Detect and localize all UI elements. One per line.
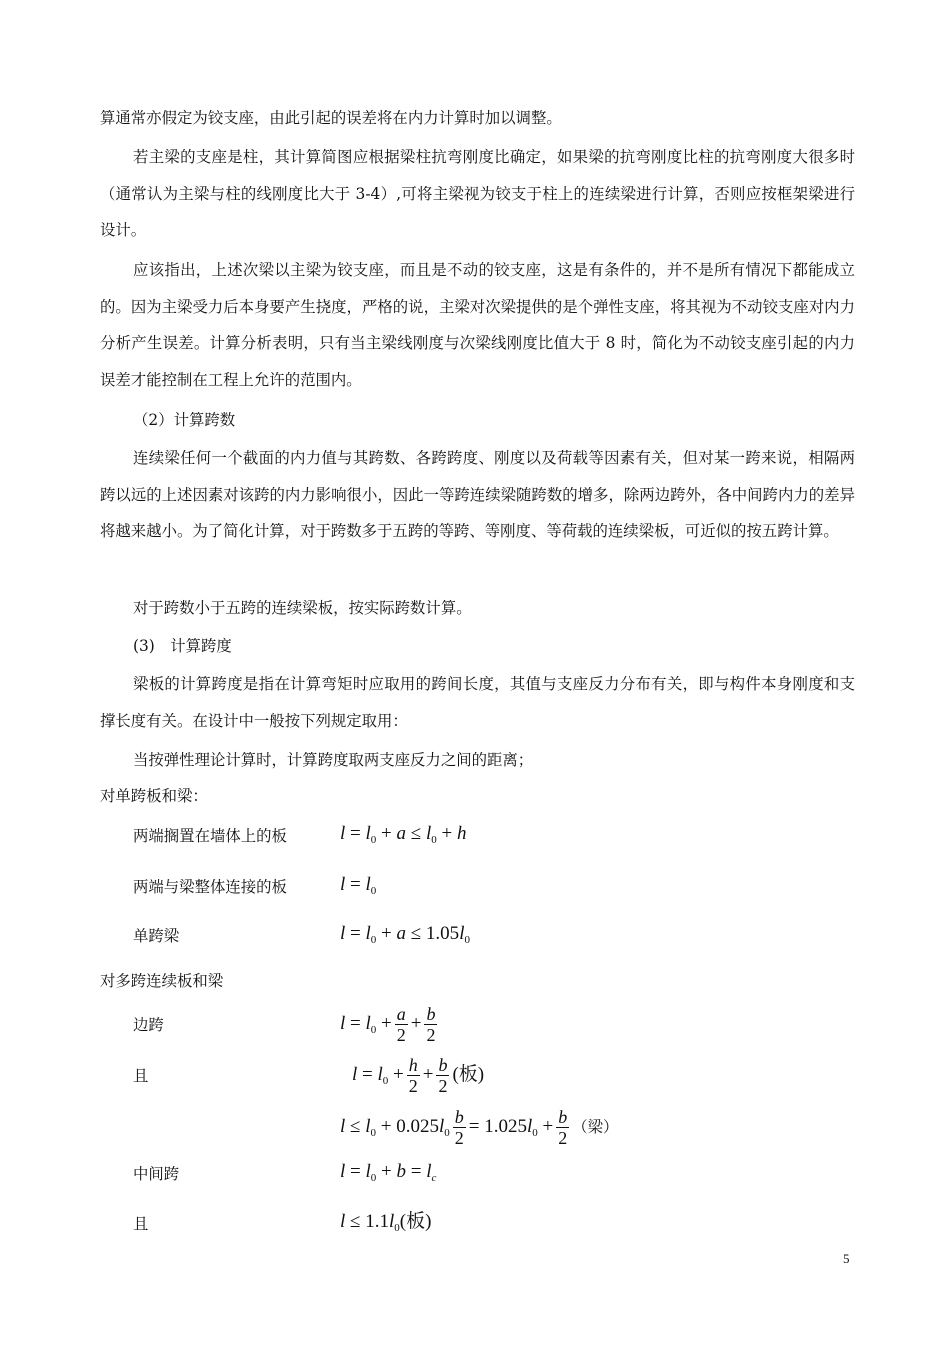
formula-edge-span: $l = l_0$ + $\frac{a}{2}$ + $\frac{b}{2}$ <box>340 1004 436 1045</box>
slab-note-2: (板) <box>399 1211 432 1232</box>
paragraph-1: 算通常亦假定为铰支座，由此引起的误差将在内力计算时加以调整。 <box>100 109 562 127</box>
page-number: 5 <box>843 1251 850 1266</box>
slab-note: (板) <box>452 1063 485 1085</box>
beam-note: （梁） <box>572 1117 619 1136</box>
formula-integral-slab: $l = l_0$ <box>340 874 377 897</box>
paragraph-5: 对于跨数小于五跨的连续梁板，按实际跨数计算。 <box>133 599 472 617</box>
formula-label-middle-span: 中间跨 <box>133 1165 180 1183</box>
multi-span-heading: 对多跨连续板和梁 <box>100 972 224 990</box>
formula-wall-slab: $l = l_0 + a \le l_0 + h$ <box>340 823 467 846</box>
paragraph-3: 应该指出，上述次梁以主梁为铰支座，而且是不动的铰支座，这是有条件的，并不是所有情况下都能成立的。因为主梁受力后本身要产生挠度，严格的说，主梁对次梁提供的是个弹性支座，将其视为不动铰支座对内力分析产生误差。计算分析表明，只有当主梁线刚度与次梁线刚度比值大于 8 时，简化为不动铰支座引起的内力误差才能控制在工程上允许的范围内。 <box>100 261 855 389</box>
formula-label-wall-slab: 两端搁置在墙体上的板 <box>133 827 287 845</box>
paragraph-7: 当按弹性理论计算时，计算跨度取两支座反力之间的距离； <box>133 751 534 769</box>
formula-label-and-1: 且 <box>133 1067 149 1085</box>
formula-label-single-beam: 单跨梁 <box>133 927 180 945</box>
section-heading-3: (3) 计算跨度 <box>133 637 232 655</box>
formula-label-and-2: 且 <box>133 1215 149 1233</box>
formula-single-beam: $l = l_0 + a \le 1.05l_0$ <box>340 923 470 946</box>
paragraph-2: 若主梁的支座是柱，其计算简图应根据梁柱抗弯刚度比确定，如果梁的抗弯刚度比柱的抗弯刚度大很多时（通常认为主梁与柱的线刚度比大于 3-4）,可将主梁视为铰支于柱上的连续梁进行计算，否则应按框架梁进行设计。 <box>100 148 855 239</box>
formula-middle-span: $l = l_0 + b = l_c$ <box>340 1161 437 1184</box>
formula-label-edge-span: 边跨 <box>133 1016 164 1034</box>
formula-middle-span-slab: $l \le 1.1l_0$(板) <box>340 1211 432 1234</box>
formula-edge-span-slab: $l = l_0$ + $\frac{h}{2}$ + $\frac{b}{2}$ (板) <box>352 1055 485 1096</box>
formula-edge-span-beam: $l \le l_0 + 0.025l_0$ $\frac{b}{2}$ = $1.025l_0$ + $\frac{b}{2}$ （梁） <box>340 1107 619 1148</box>
paragraph-8: 对单跨板和梁： <box>100 787 208 805</box>
section-heading-2: （2）计算跨数 <box>133 411 236 429</box>
paragraph-4: 连续梁任何一个截面的内力值与其跨数、各跨跨度、刚度以及荷载等因素有关，但对某一跨来说，相隔两跨以远的上述因素对该跨的内力影响很小，因此一等跨连续梁随跨数的增多，除两边跨外，各中间跨内力的差异将越来越小。为了简化计算，对于跨数多于五跨的等跨、等刚度、等荷载的连续梁板，可近似的按五跨计算。 <box>100 449 855 540</box>
paragraph-6: 梁板的计算跨度是指在计算弯矩时应取用的跨间长度，其值与支座反力分布有关，即与构件本身刚度和支撑长度有关。在设计中一般按下列规定取用： <box>100 675 855 730</box>
formula-label-integral-slab: 两端与梁整体连接的板 <box>133 878 287 896</box>
